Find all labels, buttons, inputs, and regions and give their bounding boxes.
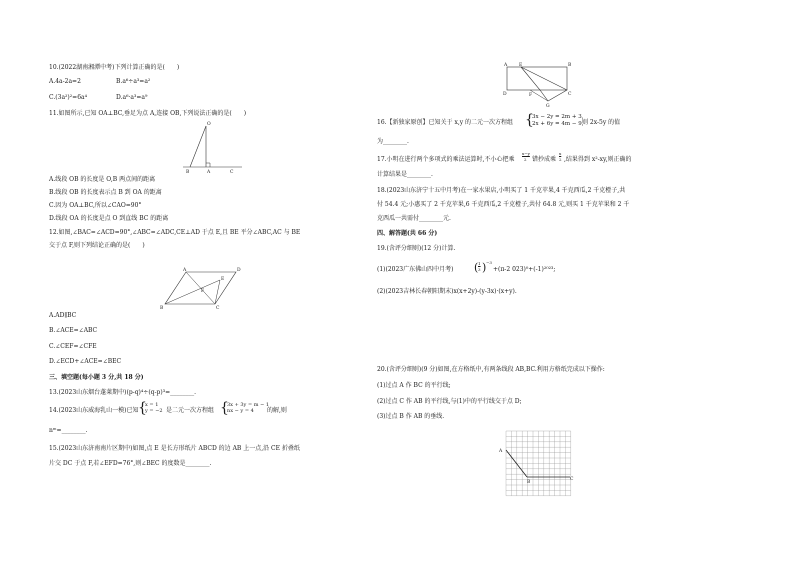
fig15-label-f: F [529,93,533,98]
q19-paren-close: ) [482,261,487,274]
fig12-label-a: A [183,268,187,273]
q19-part1-pre: (1)(2023广东佛山四中月考) [377,266,454,273]
fig12-label-f: F [201,289,205,294]
q19-part2: (2)(2023吉林长春朝阳期末)x(x+2y)-(y-3x)·(x+y). [377,288,517,295]
q11-option-b: B.线段 OB 的长度表示点 B 到 OA 的距离 [49,189,162,196]
q16-line2: 为________. [377,138,409,145]
q12-stem-line1: 12.如图,∠BAC=∠ACD=90°,∠ABC=∠ADC,CE⊥AD 于点 E,且 BE 平分∠ABC,AC 与 BE [49,229,301,236]
q19-paren-open: ( [474,261,479,274]
q18-line3: 克西瓜一共需付________元. [377,215,451,222]
q20-stem: 20.(含评分细则)(9 分)如图,在方格纸中,有两条线段 AB,BC.利用方格纸完成以下操作: [377,366,605,373]
q19-stem: 19.(含评分细则)(12 分)计算. [377,245,456,252]
q12-option-b: B.∠ACE=∠ABC [49,327,98,334]
q20-part3: (3)过点 B 作 AB 的垂线. [377,413,445,420]
q15-figure [500,60,580,110]
q14-brace-1: { [138,400,147,416]
q19-part1-post: +(π-2 023)⁰+(-1)²⁰²³; [493,266,556,273]
fig15-label-g: G [546,104,550,109]
q11-option-d: D.线段 OA 的长度是点 O 到直线 BC 的距离 [49,215,169,222]
q10-option-a: A.4a-2a=2 [49,78,81,85]
q16-sys-line2: 2x + 6y = 4m − 9, [532,121,584,127]
fig15-label-e: E [519,63,523,68]
fig12-label-e: E [221,277,225,282]
q20-part1: (1)过点 A 作 BC 的平行线; [377,382,451,389]
q14-line2: nᵐ=________. [49,427,88,434]
q14-pre: 14.(2023山东威海乳山一模)已知 [49,407,139,414]
q10-stem: 10.(2022湖南湘潭中考)下列计算正确的是( ) [49,64,180,71]
q17-frac1-den: 2 [524,157,527,162]
q17-mid: 错抄成乘 [532,156,557,163]
q12-option-c: C.∠CEF=∠CFE [49,343,97,350]
fig20-label-b: B [527,480,531,485]
fig12-label-c: C [216,306,220,311]
section-answer-title: 四、解答题(共 66 分) [377,230,438,237]
fig11-label-o: O [207,122,211,127]
q17-frac2-num: x [559,151,562,156]
q14-sys1-line2: y = −2 [145,408,163,414]
q17-post: ,结果得到 x²-xy,则正确的 [564,156,632,163]
q14-sys2-line1: 3x + 3y = m − 1 [227,402,270,408]
fig15-label-a: A [504,63,508,68]
q11-option-a: A.线段 OB 的长度是 O,B 两点间的距离 [49,176,156,183]
q11-figure [170,118,250,178]
q18-line2: 付 54.4 元;小惠买了 2 千克苹果,6 千克西瓜,2 千克橙子,共付 64.8 元,则买 1 千克苹果和 2 千 [377,201,630,208]
q19-frac-num: 1 [478,261,481,266]
q17-pre: 17.小明在进行两个多项式的乘法运算时,不小心把乘 [377,156,515,163]
q15-line2: 片交 DC 于点 F,若∠EFD=76°,则∠BEC 的度数是________. [49,460,212,467]
fig11-label-b: B [186,170,190,175]
fig20-label-c: C [570,477,574,482]
q12-option-a: A.AD∥BC [49,312,77,319]
q12-option-d: D.∠ECD+∠ACE=∠BEC [49,358,122,365]
q17-frac2-den: 2 [559,157,562,162]
fig20-label-a: A [499,449,503,454]
q16-sys-line1: 3x − 2y = 2m + 3, [532,114,584,120]
q14-sys1-line1: x = 1 [145,402,159,408]
q17-frac1-num: x−y [522,151,530,156]
q10-option-c: C.(3a²)²=6a⁴ [49,94,87,101]
q19-exponent: −3 [486,260,492,265]
q11-option-c: C.因为 OA⊥BC,所以∠CAO=90° [49,202,142,209]
q20-grid-figure [498,428,578,500]
q14-sys2-line2: nx − y = 4 [227,408,254,414]
q20-part2: (2)过点 C 作 AB 的平行线,与(1)中的平行线交于点 D; [377,398,522,405]
fig12-label-b: B [160,306,164,311]
q16-pre: 16.【新独家原创】已知关于 x,y 的二元一次方程组 [377,119,514,126]
q12-stem-line2: 交于点 F,则下列结论正确的是( ) [49,242,145,249]
q10-option-b: B.a⁶÷a³=a² [116,78,151,85]
fig15-label-d: D [503,92,507,97]
q13: 13.(2023山东烟台蓬莱期中)(p-q)⁴÷(q-p)³=________. [49,389,197,396]
section-fill-in-title: 三、填空题(每小题 3 分,共 18 分) [49,374,144,381]
q17-line2: 计算结果是________. [377,171,433,178]
q11-stem: 11.如图所示,已知 OA⊥BC,垂足为点 A,连接 OB,下列说法正确的是( ) [49,110,247,117]
q16-brace: { [525,112,534,128]
q10-option-d: D.a⁶·a³=a⁹ [116,94,148,101]
fig15-label-b: B [568,63,572,68]
q19-frac-den: 3 [478,267,481,272]
q12-figure [160,266,250,311]
q14-brace-2: { [220,400,229,416]
q14-mid: 是二元一次方程组 [166,407,215,414]
fig15-label-c: C [568,92,572,97]
q18-line1: 18.(2023山东济宁十五中月考)在一家水果店,小明买了 1 千克苹果,4 千克西瓜,2 千克橙子,共 [377,187,626,194]
fig11-label-c: C [230,170,234,175]
q16-post: 则 2x-5y 的值 [582,119,621,126]
fig11-label-a: A [207,170,211,175]
q15-line1: 15.(2023山东济南南片区期中)如图,点 E 是长方形纸片 ABCD 的边 AB 上一点,沿 CE 折叠纸 [49,445,300,452]
fig12-label-d: D [237,268,241,273]
q14-post: 的解,则 [267,407,287,414]
